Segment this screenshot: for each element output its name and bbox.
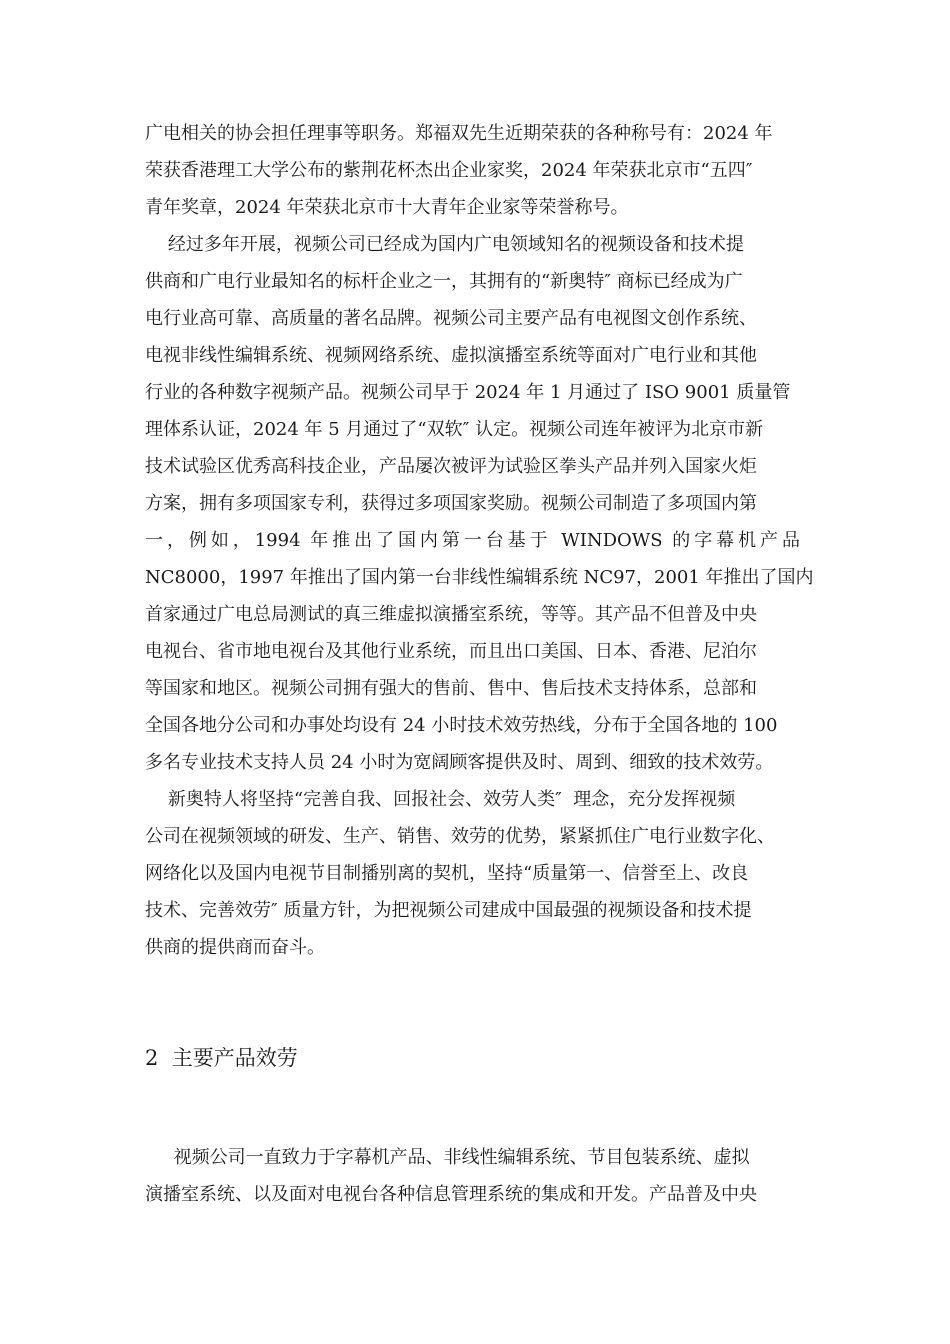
paragraph-line: 电行业高可靠、高质量的著名品牌。视频公司主要产品有电视图文创作系统、 [145,308,757,329]
paragraph-line: 公司在视频领域的研发、生产、销售、效劳的优势，紧紧抓住广电行业数字化、 [145,826,775,847]
paragraph-line: 一，例如，1994 年推出了国内第一台基于 WINDOWS 的字幕机产品 [145,530,800,551]
paragraph-line: NC8000，1997 年推出了国内第一台非线性编辑系统 NC97，2001 年推出了国内 [145,567,814,588]
paragraph-line: 全国各地分公司和办事处均设有 24 小时技术效劳热线，分布于全国各地的 100 [145,715,778,736]
paragraph-line: 方案，拥有多项国家专利，获得过多项国家奖励。视频公司制造了多项国内第 [145,493,757,514]
section-heading: 2 主要产品效劳 [145,1046,298,1070]
paragraph-line: 技术、完善效劳″ 质量方针，为把视频公司建成中国最强的视频设备和技术提 [145,900,752,921]
paragraph-line: 行业的各种数字视频产品。视频公司早于 2024 年 1 月通过了 ISO 9001 质量管 [145,382,791,403]
paragraph-line: 新奥特人将坚持“完善自我、回报社会、效劳人类″ 理念，充分发挥视频 [145,789,736,810]
paragraph-line: 首家通过广电总局测试的真三维虚拟演播室系统，等等。其产品不但普及中央 [145,604,757,625]
paragraph-line: 演播室系统、以及面对电视台各种信息管理系统的集成和开发。产品普及中央 [145,1184,757,1205]
paragraph-line: 视频公司一直致力于字幕机产品、非线性编辑系统、节目包装系统、虚拟 [145,1147,750,1168]
paragraph-line: 广电相关的协会担任理事等职务。郑福双先生近期荣获的各种称号有：2024 年 [145,123,773,144]
paragraph-line: 供商的提供商而奋斗。 [145,937,325,958]
paragraph-line: 供商和广电行业最知名的标杆企业之一，其拥有的“新奥特″ 商标已经成为广 [145,271,743,292]
paragraph-line: 理体系认证，2024 年 5 月通过了“双软″ 认定。视频公司连年被评为北京市新 [145,419,764,440]
paragraph-line: 荣获香港理工大学公布的紫荆花杯杰出企业家奖，2024 年荣获北京市“五四″ [145,160,753,181]
paragraph-line: 网络化以及国内电视节目制播别离的契机，坚持“质量第一、信誉至上、改良 [145,863,749,884]
paragraph-line: 电视非线性编辑系统、视频网络系统、虚拟演播室系统等面对广电行业和其他 [145,345,757,366]
paragraph-line: 电视台、省市地电视台及其他行业系统，而且出口美国、日本、香港、尼泊尔 [145,641,757,662]
paragraph-line: 技术试验区优秀高科技企业，产品屡次被评为试验区拳头产品并列入国家火炬 [145,456,757,477]
paragraph-line: 青年奖章，2024 年荣获北京市十大青年企业家等荣誉称号。 [145,197,629,218]
paragraph-line: 经过多年开展，视频公司已经成为国内广电领域知名的视频设备和技术提 [145,234,744,255]
paragraph-line: 等国家和地区。视频公司拥有强大的售前、售中、售后技术支持体系，总部和 [145,678,757,699]
paragraph-line: 多名专业技术支持人员 24 小时为宽阔顾客提供及时、周到、细致的技术效劳。 [145,752,774,773]
